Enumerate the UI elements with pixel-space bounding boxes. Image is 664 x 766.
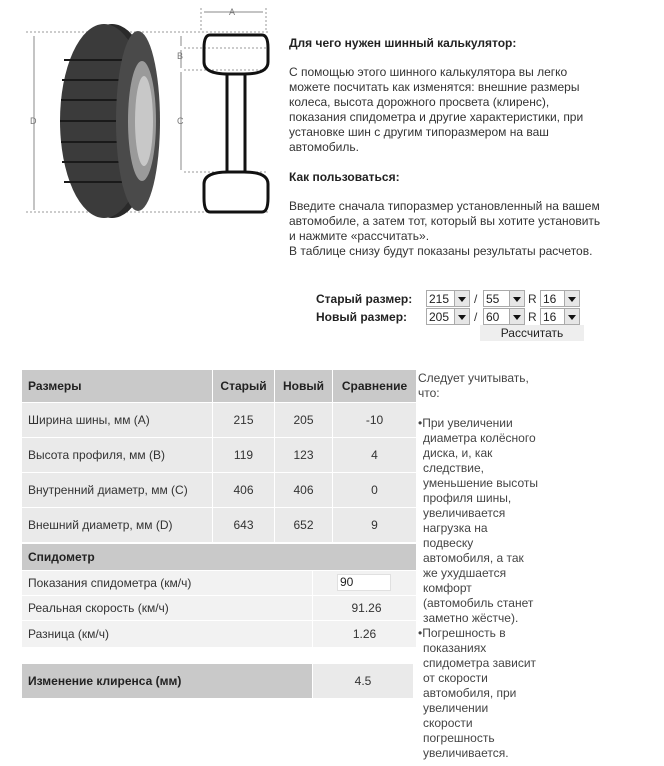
note-line: от скорости xyxy=(423,671,488,685)
row-name: Высота профиля, мм (B) xyxy=(22,438,212,472)
note-line: что: xyxy=(418,386,440,400)
radius-marker: R xyxy=(528,292,537,306)
intro-paragraph-purpose xyxy=(289,65,659,155)
intro-line: можете посчитать как изменятся: внешние размеры xyxy=(289,80,580,94)
speedometer-reading-cell xyxy=(313,571,416,595)
chevron-down-icon[interactable] xyxy=(454,291,469,306)
chevron-down-icon[interactable] xyxy=(509,309,524,324)
tire-image xyxy=(60,24,160,218)
clearance-value: 4.5 xyxy=(313,664,413,698)
note-line: автомобиля, при xyxy=(423,686,517,700)
new-size-row xyxy=(316,308,586,325)
note-line: увеличивается. xyxy=(423,746,509,760)
new-profile-value: 60 xyxy=(486,310,500,324)
speed-diff-value: 1.26 xyxy=(313,621,416,647)
note-intro xyxy=(418,371,543,401)
calculate-button[interactable]: Рассчитать xyxy=(480,325,584,341)
label-c: C xyxy=(177,116,184,126)
chevron-down-icon[interactable] xyxy=(564,291,579,306)
label-b: B xyxy=(177,51,184,61)
note-bullet-2 xyxy=(418,626,543,761)
side-note xyxy=(418,371,543,761)
intro-line: С помощью этого шинного калькулятора вы легко xyxy=(289,65,568,79)
intro-heading-purpose: Для чего нужен шинный калькулятор: xyxy=(289,36,517,50)
row-old-value: 406 xyxy=(213,473,274,507)
note-line: подвеску xyxy=(423,536,474,550)
row-old-value: 119 xyxy=(213,438,274,472)
intro-line: установке шин с другим типоразмером на ваш xyxy=(289,125,549,139)
note-line: •При увеличении xyxy=(418,416,513,430)
note-line: заметно жёстче). xyxy=(423,611,519,625)
row-diff-value: 4 xyxy=(333,438,416,472)
new-width-select[interactable] xyxy=(426,308,470,325)
tire-diagram xyxy=(18,0,286,226)
note-line: скорости xyxy=(423,716,473,730)
note-line: автомобиля, а так xyxy=(423,551,524,565)
note-line: уменьшение высоты xyxy=(423,476,538,490)
old-diameter-value: 16 xyxy=(543,292,557,306)
col-header-new: Новый xyxy=(274,370,332,402)
size-separator: / xyxy=(474,310,478,324)
row-diff-value: 0 xyxy=(333,473,416,507)
note-line: увеличивается xyxy=(423,506,506,520)
clearance-label: Изменение клиренса (мм) xyxy=(22,664,312,698)
speedometer-section-title: Спидометр xyxy=(22,544,416,570)
note-line: погрешность xyxy=(423,731,495,745)
note-line: комфорт xyxy=(423,581,472,595)
intro-line: и нажмите «рассчитать». xyxy=(289,229,430,243)
row-new-value: 205 xyxy=(275,403,332,437)
row-new-value: 406 xyxy=(275,473,332,507)
intro-paragraph-usage xyxy=(289,199,659,259)
intro-heading-usage: Как пользоваться: xyxy=(289,170,400,184)
label-a: A xyxy=(229,7,236,17)
speed-diff-label: Разница (км/ч) xyxy=(22,621,312,647)
old-width-value: 215 xyxy=(429,292,450,306)
note-line: спидометра зависит xyxy=(423,656,537,670)
intro-line: автомобиль. xyxy=(289,140,359,154)
note-bullet-1 xyxy=(418,416,543,626)
row-old-value: 643 xyxy=(213,508,274,542)
chevron-down-icon[interactable] xyxy=(454,309,469,324)
note-line: увеличении xyxy=(423,701,489,715)
radius-marker: R xyxy=(528,310,537,324)
col-header-old: Старый xyxy=(212,370,274,402)
row-old-value: 215 xyxy=(213,403,274,437)
speedometer-reading-input[interactable]: 90 xyxy=(337,574,391,591)
intro-line: В таблице снизу будут показаны результаты расчетов. xyxy=(289,244,593,258)
size-separator: / xyxy=(474,292,478,306)
row-new-value: 123 xyxy=(275,438,332,472)
intro-line: Введите сначала типоразмер установленный на вашем xyxy=(289,199,600,213)
old-diameter-select[interactable] xyxy=(540,290,580,307)
note-line: диаметра колёсного xyxy=(423,431,536,445)
note-line: (автомобиль станет xyxy=(423,596,534,610)
speedometer-reading-label: Показания спидометра (км/ч) xyxy=(22,571,312,595)
old-size-row xyxy=(316,290,586,307)
chevron-down-icon[interactable] xyxy=(564,309,579,324)
note-line: же ухудшается xyxy=(423,566,507,580)
row-name: Внутренний диаметр, мм (C) xyxy=(22,473,212,507)
new-diameter-select[interactable] xyxy=(540,308,580,325)
col-header-dimensions: Размеры xyxy=(22,370,212,402)
note-line: Следует учитывать, xyxy=(418,371,529,385)
new-size-label: Новый размер: xyxy=(316,310,408,324)
col-header-comparison: Сравнение xyxy=(332,370,416,402)
note-line: нагрузка на xyxy=(423,521,488,535)
old-size-label: Старый размер: xyxy=(316,292,413,306)
note-line: показаниях xyxy=(423,641,487,655)
old-width-select[interactable] xyxy=(426,290,470,307)
old-profile-value: 55 xyxy=(486,292,500,306)
old-profile-select[interactable] xyxy=(483,290,525,307)
intro-block xyxy=(289,36,659,259)
note-line: профиля шины, xyxy=(423,491,512,505)
chevron-down-icon[interactable] xyxy=(509,291,524,306)
tire-cross-section xyxy=(204,35,268,212)
note-line: •Погрешность в xyxy=(418,626,506,640)
intro-line: показания спидометра и другие характеристики, при xyxy=(289,110,584,124)
note-line: диска, и, как xyxy=(423,446,493,460)
row-name: Внешний диаметр, мм (D) xyxy=(22,508,212,542)
row-diff-value: -10 xyxy=(333,403,416,437)
row-new-value: 652 xyxy=(275,508,332,542)
row-name: Ширина шины, мм (A) xyxy=(22,403,212,437)
intro-line: автомобиле, а затем тот, который вы хотите установить xyxy=(289,214,601,228)
real-speed-label: Реальная скорость (км/ч) xyxy=(22,596,312,620)
label-d: D xyxy=(30,116,37,126)
row-diff-value: 9 xyxy=(333,508,416,542)
new-profile-select[interactable] xyxy=(483,308,525,325)
note-line: следствие, xyxy=(423,461,484,475)
new-diameter-value: 16 xyxy=(543,310,557,324)
intro-line: колеса, высота дорожного просвета (клиренс), xyxy=(289,95,550,109)
new-width-value: 205 xyxy=(429,310,450,324)
real-speed-value: 91.26 xyxy=(313,596,416,620)
